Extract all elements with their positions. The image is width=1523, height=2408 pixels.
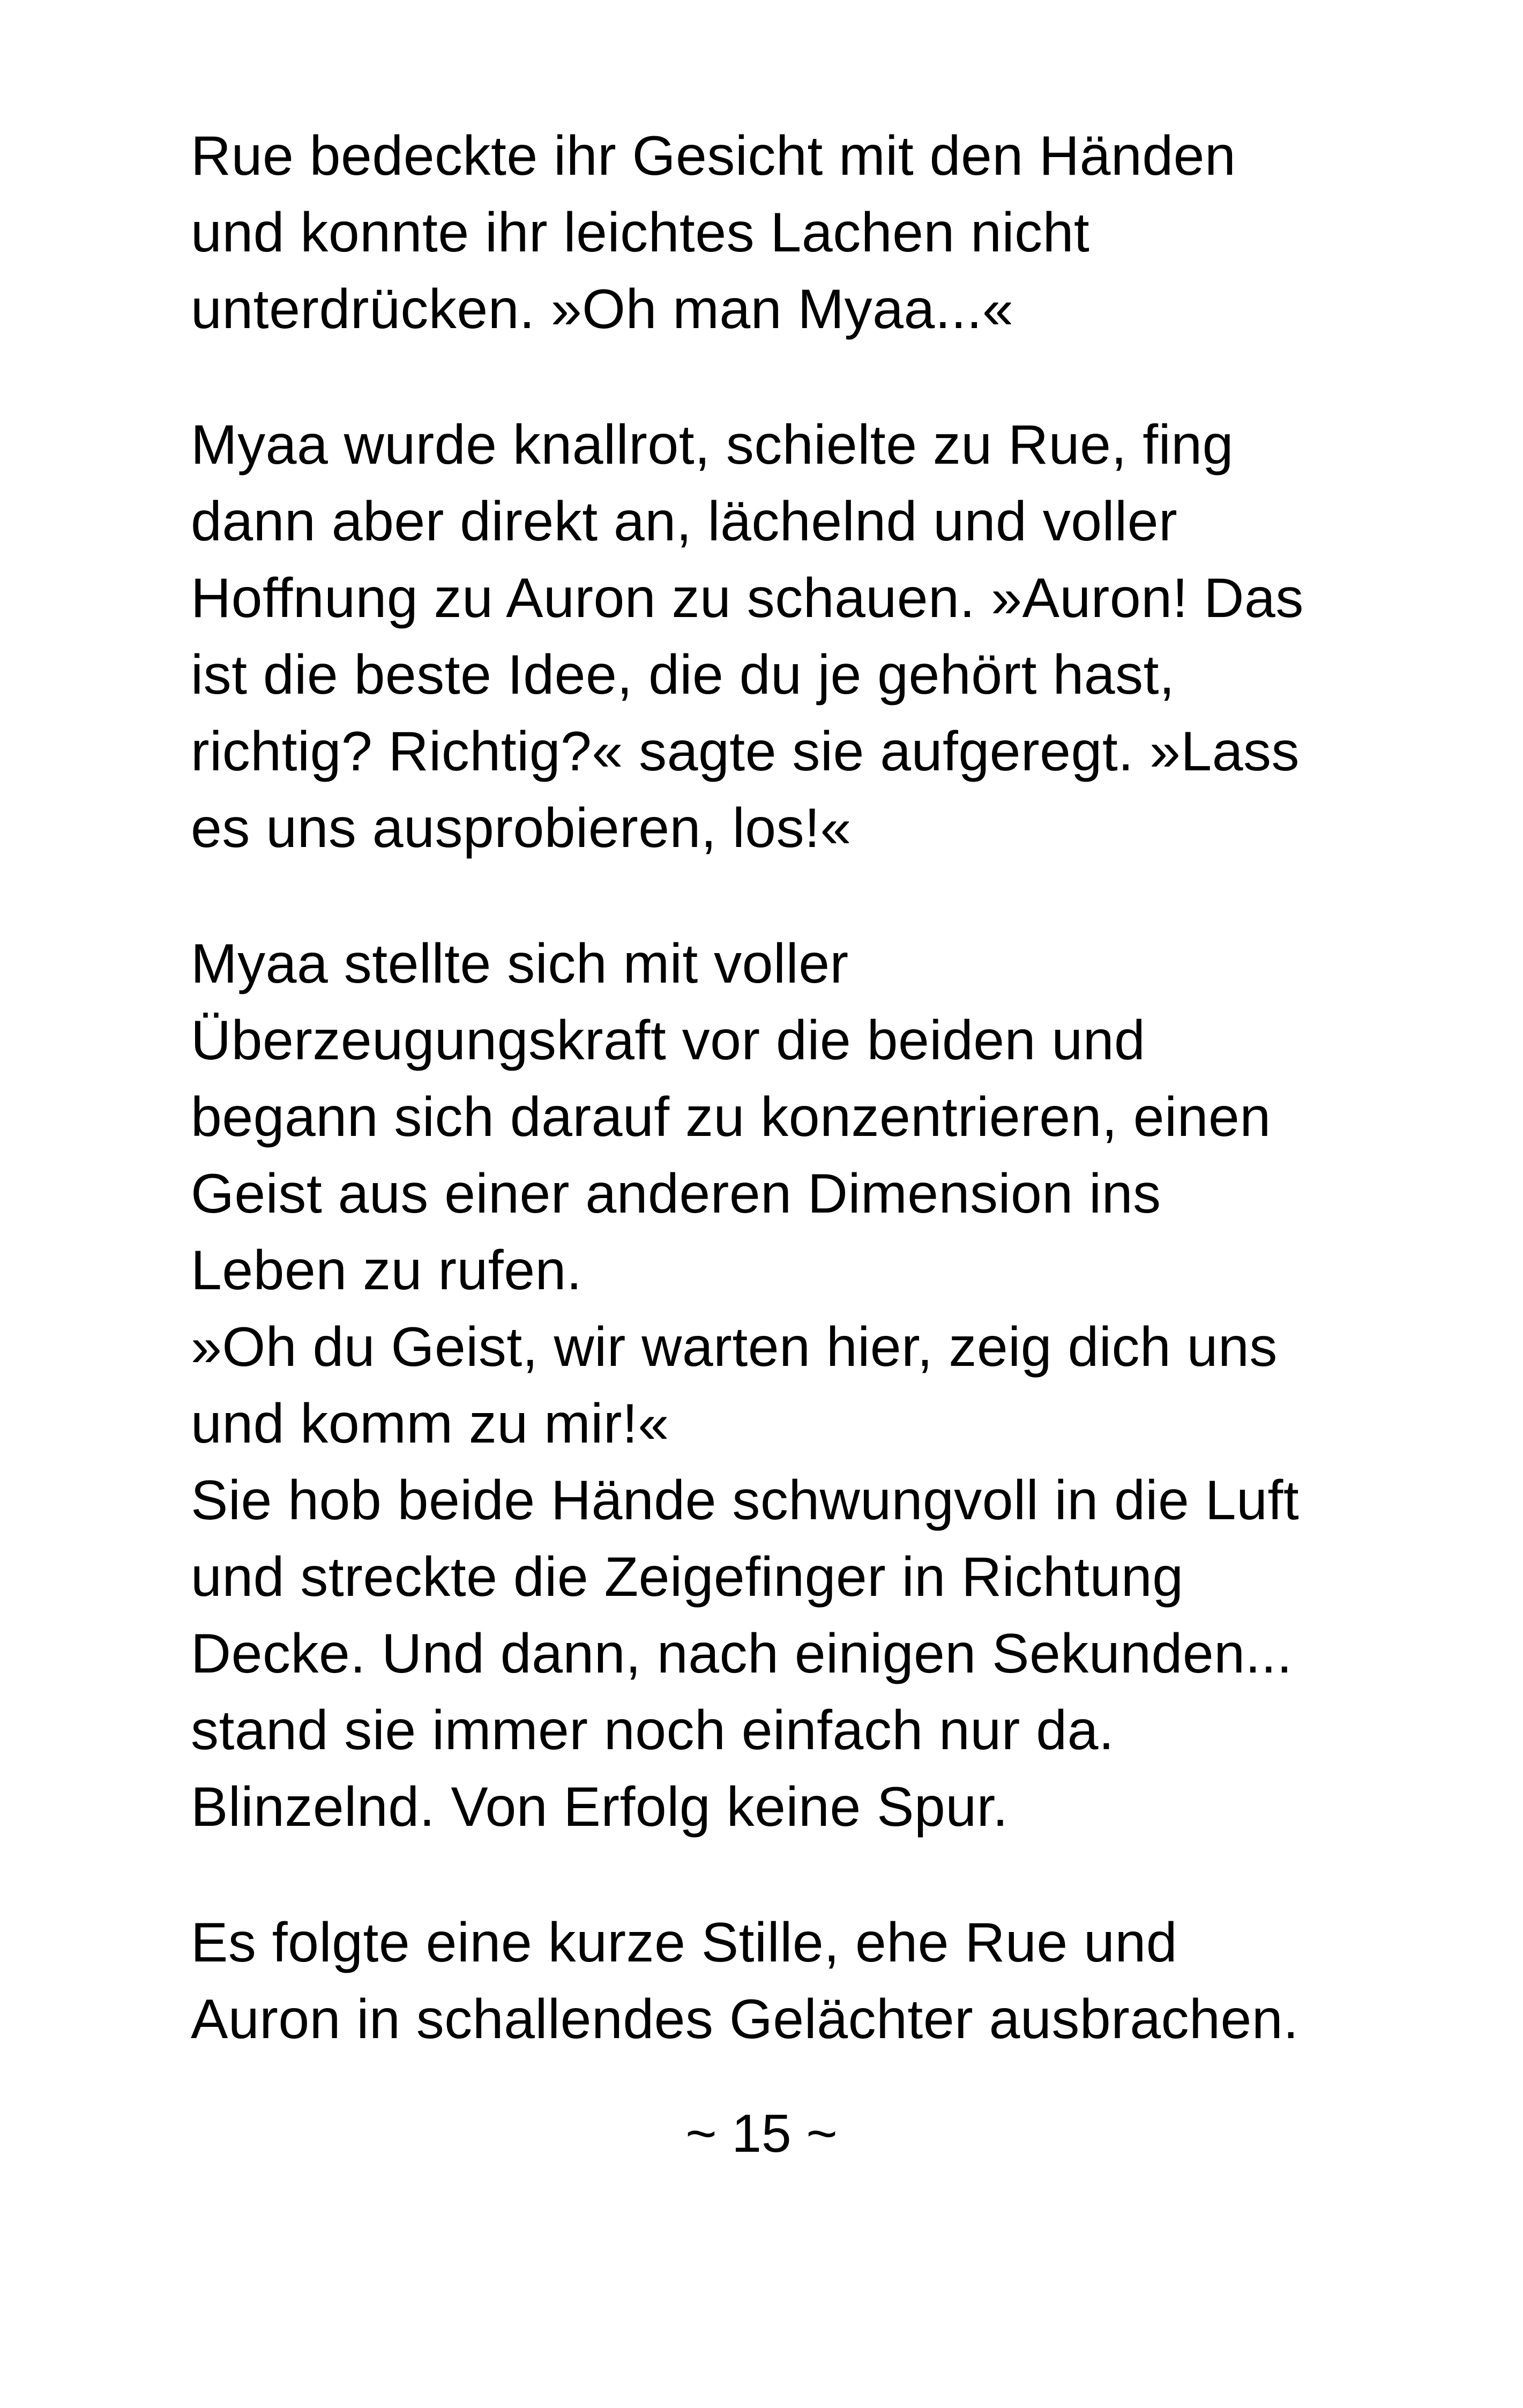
text-line: Myaa stellte sich mit voller [191, 933, 849, 995]
text-line: Myaa wurde knallrot, schielte zu Rue, fing [191, 414, 1234, 476]
text-line: Überzeugungskraft vor die beiden und [191, 1009, 1146, 1072]
text-line: Es folgte eine kurze Stille, ehe Rue und [191, 1912, 1178, 1974]
text-line: und konnte ihr leichtes Lachen nicht [191, 202, 1090, 264]
text-line: Blinzelnd. Von Erfolg keine Spur. [191, 1776, 1009, 1838]
text-line: Leben zu rufen. [191, 1239, 583, 1302]
text-line: richtig? Richtig?« sagte sie aufgeregt. »Lass [191, 720, 1300, 783]
text-line: und komm zu mir!« [191, 1393, 669, 1455]
paragraph-3 [191, 926, 1370, 1846]
text-line: Decke. Und dann, nach einigen Sekunden... [191, 1623, 1293, 1685]
text-line: »Oh du Geist, wir warten hier, zeig dich uns [191, 1316, 1278, 1378]
text-line: Hoffnung zu Auron zu schauen. »Auron! Das [191, 567, 1304, 629]
paragraph-spacer [191, 1846, 1370, 1905]
paragraph-1 [191, 118, 1370, 348]
paragraph-spacer [191, 867, 1370, 926]
text-line: Geist aus einer anderen Dimension ins [191, 1163, 1161, 1225]
page-body [191, 118, 1370, 2058]
text-line: und streckte die Zeigefinger in Richtung [191, 1546, 1184, 1608]
page-number: ~ 15 ~ [685, 2104, 838, 2164]
text-line: es uns ausprobieren, los!« [191, 797, 852, 859]
text-line: Rue bedeckte ihr Gesicht mit den Händen [191, 125, 1236, 187]
paragraph-4 [191, 1905, 1370, 2058]
paragraph-spacer [191, 348, 1370, 407]
paragraph-2 [191, 407, 1370, 867]
text-line: unterdrücken. »Oh man Myaa...« [191, 278, 1014, 340]
text-line: stand sie immer noch einfach nur da. [191, 1699, 1115, 1762]
text-line: Sie hob beide Hände schwungvoll in die Luft [191, 1469, 1300, 1532]
text-line: begann sich darauf zu konzentrieren, einen [191, 1086, 1271, 1148]
text-line: Auron in schallendes Gelächter ausbrachen. [191, 1988, 1299, 2050]
text-line: dann aber direkt an, lächelnd und voller [191, 490, 1178, 553]
text-line: ist die beste Idee, die du je gehört hast, [191, 644, 1175, 706]
